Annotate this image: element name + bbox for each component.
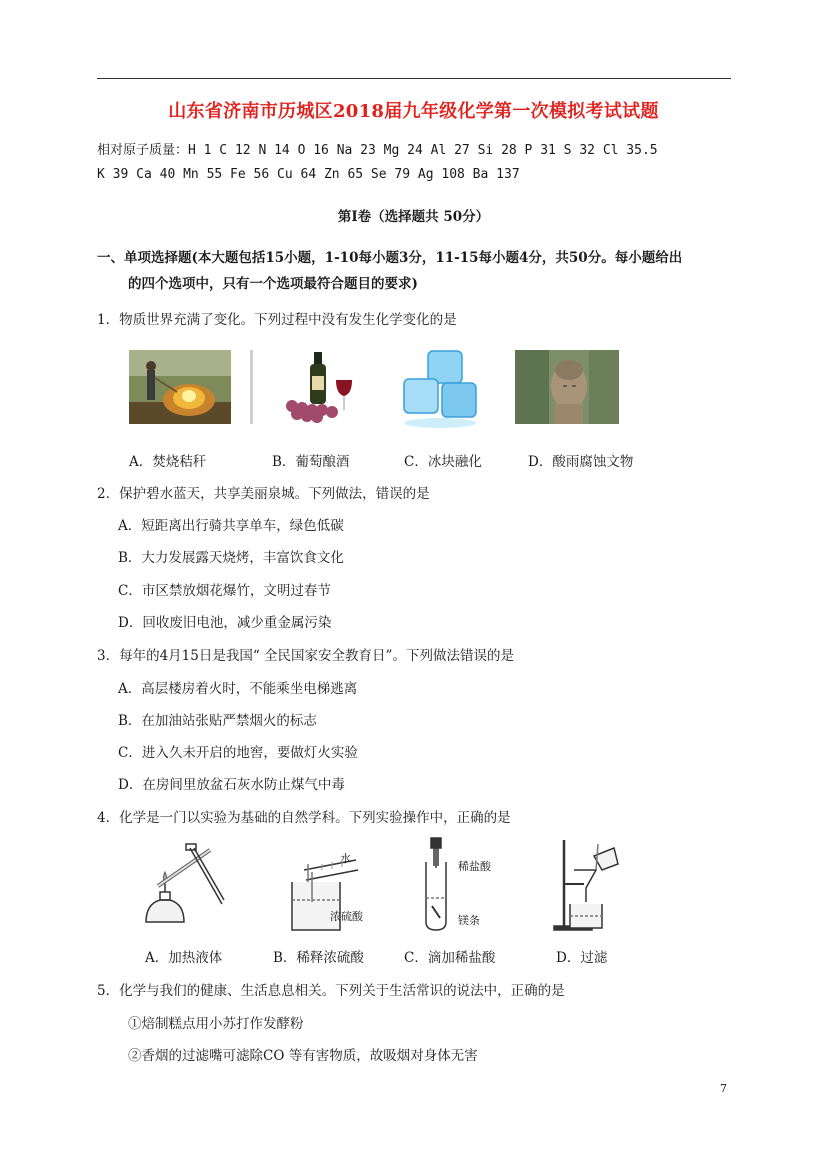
filtration-diagram <box>550 836 622 932</box>
label-concentrated-sulfuric-acid: 浓硫酸 <box>330 910 363 923</box>
q5-item-1: ①焙制糕点用小苏打作发酵粉 <box>128 1016 304 1032</box>
atomic-mass-line-1: 相对原子质量：H 1 C 12 N 14 O 16 Na 23 Mg 24 Al 27 Si 28 P 31 S 32 Cl 35.5 <box>97 143 658 158</box>
eroded-statue-image <box>515 350 619 424</box>
burning-straw-image <box>129 350 231 424</box>
q1-option-c: C．冰块融化 <box>404 454 482 470</box>
q4-option-b: B．稀释浓硫酸 <box>273 950 364 966</box>
dropping-acid-diagram <box>416 836 456 932</box>
q1-option-d: D．酸雨腐蚀文物 <box>528 454 634 470</box>
wine-grapes-image <box>276 350 362 424</box>
document-title: 山东省济南市历城区2018届九年级化学第一次模拟考试试题 <box>168 101 659 122</box>
heating-liquid-diagram <box>138 842 228 934</box>
q3-option-c: C．进入久未开启的地窖，要做灯火实验 <box>118 745 358 761</box>
q4-option-a: A．加热液体 <box>145 950 223 966</box>
label-magnesium-strip: 镁条 <box>458 914 480 927</box>
q4-stem: 4．化学是一门以实验为基础的自然学科。下列实验操作中，正确的是 <box>97 810 511 826</box>
q2-stem: 2．保护碧水蓝天，共享美丽泉城。下列做法，错误的是 <box>97 486 430 502</box>
label-water: 水 <box>340 852 351 865</box>
q3-option-d: D．在房间里放盆石灰水防止煤气中毒 <box>118 777 345 793</box>
ice-cubes-image <box>398 345 484 431</box>
q2-option-c: C．市区禁放烟花爆竹，文明过春节 <box>118 583 331 599</box>
header-rule <box>97 78 731 79</box>
q1-stem: 1．物质世界充满了变化。下列过程中没有发生化学变化的是 <box>97 312 457 328</box>
q5-item-2: ②香烟的过滤嘴可滤除CO 等有害物质，故吸烟对身体无害 <box>128 1048 478 1064</box>
part-heading-line-1: 一、单项选择题(本大题包括15小题，1-10每小题3分，11-15每小题4分，共50分。每小题给出 <box>97 250 683 266</box>
q3-option-a: A．高层楼房着火时，不能乘坐电梯逃离 <box>118 681 358 697</box>
q2-option-a: A．短距离出行骑共享单车，绿色低碳 <box>118 518 344 534</box>
q3-option-b: B．在加油站张贴严禁烟火的标志 <box>118 713 317 729</box>
part-heading-line-2: 的四个选项中，只有一个选项最符合题目的要求) <box>128 276 418 292</box>
page-number: 7 <box>720 1082 727 1095</box>
q1-option-b: B．葡萄酿酒 <box>272 454 350 470</box>
atomic-mass-line-2: K 39 Ca 40 Mn 55 Fe 56 Cu 64 Zn 65 Se 79 Ag 108 Ba 137 <box>97 167 520 182</box>
q2-option-b: B．大力发展露天烧烤，丰富饮食文化 <box>118 550 344 566</box>
label-dilute-hydrochloric-acid: 稀盐酸 <box>458 860 491 873</box>
q2-option-d: D．回收废旧电池，减少重金属污染 <box>118 615 332 631</box>
image-divider <box>250 350 253 424</box>
q5-stem: 5．化学与我们的健康、生活息息相关。下列关于生活常识的说法中，正确的是 <box>97 983 565 999</box>
q4-option-c: C．滴加稀盐酸 <box>404 950 496 966</box>
q3-stem: 3．每年的4月15日是我国“ 全民国家安全教育日”。下列做法错误的是 <box>97 648 514 664</box>
q4-option-d: D．过滤 <box>556 950 608 966</box>
q1-option-a: A．焚烧秸秆 <box>129 454 207 470</box>
section-title: 第Ⅰ卷（选择题共 50分） <box>337 209 490 225</box>
